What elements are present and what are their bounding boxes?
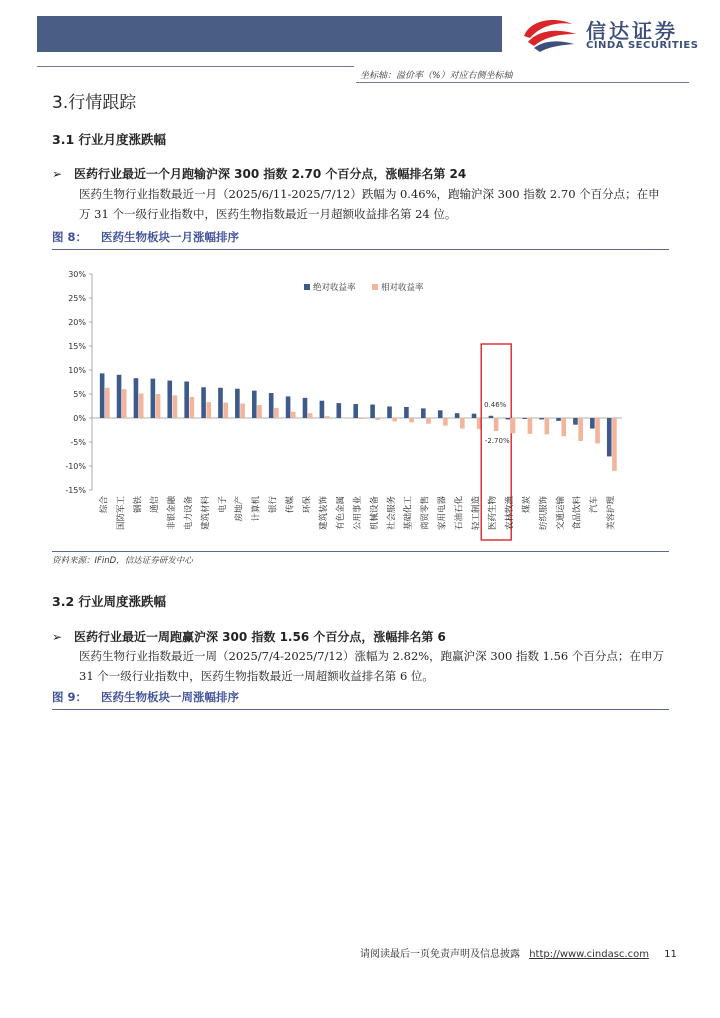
bar-absolute-return: [303, 398, 308, 418]
bar-absolute-return: [438, 410, 443, 418]
legend-label-absolute: 绝对收益率: [313, 283, 356, 293]
y-tick-label: 10%: [68, 366, 86, 375]
x-category-label: 家用电器: [437, 496, 448, 531]
bar-relative-return: [528, 418, 533, 434]
bar-absolute-return: [455, 413, 460, 418]
legend-swatch-absolute: [304, 284, 310, 290]
x-category-label: 基础化工: [403, 496, 414, 531]
bar-relative-return: [595, 418, 600, 443]
page-footer: [360, 945, 677, 960]
x-category-label: 传媒: [285, 496, 296, 514]
bar-relative-return: [105, 388, 110, 418]
bar-relative-return: [240, 404, 245, 418]
section-title: 3.行情跟踪: [52, 93, 137, 113]
bar-relative-return: [561, 418, 566, 436]
x-category-label: 纺织服饰: [538, 496, 549, 531]
x-category-label: 轻工制造: [471, 496, 482, 531]
axis-note: 坐标轴：溢价率（%）对应右侧坐标轴: [360, 71, 513, 81]
bar-relative-return: [257, 405, 262, 418]
bar-absolute-return: [387, 406, 392, 418]
figure-8-number: 图 8：: [52, 230, 88, 244]
bar-relative-return: [325, 416, 330, 418]
data-label-relative: -2.70%: [484, 436, 510, 445]
bar-relative-return: [291, 412, 296, 418]
bar-relative-return: [122, 389, 127, 418]
bar-relative-return: [612, 418, 617, 471]
bar-relative-return: [392, 418, 397, 421]
bar-relative-return: [190, 397, 195, 418]
bar-relative-return: [426, 418, 431, 424]
x-category-label: 煤炭: [522, 496, 533, 514]
bar-absolute-return: [404, 407, 409, 418]
bar-relative-return: [342, 418, 347, 419]
figure-9-number: 图 9：: [52, 690, 88, 704]
bullet-arrow-icon: ➢: [52, 167, 63, 181]
bar-relative-return: [409, 418, 414, 422]
bar-absolute-return: [167, 381, 172, 418]
bar-relative-return: [545, 418, 550, 434]
y-tick-label: -10%: [65, 462, 86, 471]
bar-absolute-return: [539, 418, 544, 419]
bar-relative-return: [494, 418, 499, 431]
cinda-logo-mark-icon: [520, 14, 580, 54]
figure-9-caption: [52, 689, 669, 710]
x-category-label: 交通运输: [555, 496, 566, 531]
monthly-subtitle: 3.1 行业月度涨跌幅: [52, 132, 166, 147]
bar-absolute-return: [421, 408, 426, 418]
bar-absolute-return: [353, 404, 358, 418]
bar-relative-return: [511, 418, 516, 433]
x-category-label: 社会服务: [386, 496, 397, 531]
page-number: 11: [664, 949, 677, 960]
bar-absolute-return: [370, 405, 375, 418]
bar-absolute-return: [252, 391, 257, 418]
bar-relative-return: [173, 395, 178, 418]
figure-9-title: 医药生物板块一周涨幅排序: [101, 690, 240, 704]
header-bar: [37, 16, 502, 52]
weekly-bullet-text: 医药行业最近一周跑赢沪深 300 指数 1.56 个百分点，涨幅排名第 6: [74, 630, 446, 644]
x-category-label: 机械设备: [369, 496, 380, 531]
monthly-paragraph: 医药生物行业指数最近一月（2025/6/11-2025/7/12）跌幅为 0.46%，跑输沪深 300 指数 2.70 个百分点；在申万 31 个一级行业指数中，医药生物指数最近一月超额收益排名第 24 位。: [79, 187, 660, 221]
x-category-label: 综合: [99, 496, 110, 514]
x-category-label: 国防军工: [116, 496, 127, 531]
bar-absolute-return: [100, 373, 105, 418]
y-tick-label: -5%: [70, 438, 86, 447]
bar-absolute-return: [607, 418, 612, 456]
bar-absolute-return: [286, 396, 291, 418]
x-category-label: 建筑材料: [200, 496, 211, 531]
legend-swatch-relative: [372, 284, 378, 290]
x-category-label: 有色金属: [336, 496, 347, 531]
bullet-arrow-icon: ➢: [52, 630, 63, 644]
bar-absolute-return: [151, 379, 156, 418]
monthly-chart: [52, 256, 669, 552]
bar-relative-return: [443, 418, 448, 426]
bar-relative-return: [376, 418, 381, 420]
bar-absolute-return: [573, 418, 578, 425]
bar-absolute-return: [489, 416, 494, 418]
x-category-label: 美容护理: [606, 496, 617, 531]
weekly-subtitle: 3.2 行业周度涨跌幅: [52, 594, 166, 609]
x-category-label: 环保: [302, 496, 313, 514]
x-category-label: 计算机: [251, 496, 262, 522]
bar-relative-return: [308, 413, 313, 418]
bar-absolute-return: [590, 418, 595, 429]
figure-8-caption: [52, 229, 669, 250]
bar-relative-return: [223, 403, 228, 418]
bar-absolute-return: [506, 418, 511, 419]
weekly-bullet: [52, 628, 446, 645]
x-category-label: 医药生物: [488, 496, 499, 531]
x-category-label: 食品饮料: [572, 496, 583, 531]
x-category-label: 通信: [150, 496, 161, 514]
x-category-label: 电子: [217, 496, 228, 514]
bar-absolute-return: [201, 387, 206, 418]
y-tick-label: 5%: [73, 390, 86, 399]
y-tick-label: -15%: [65, 486, 86, 495]
header-rule: [37, 66, 354, 67]
x-category-label: 农林牧渔: [505, 496, 516, 531]
bar-absolute-return: [522, 418, 527, 419]
y-tick-label: 30%: [68, 270, 86, 279]
source-rule: [52, 551, 669, 552]
bar-relative-return: [206, 402, 211, 418]
bar-relative-return: [460, 418, 465, 429]
legend-label-relative: 相对收益率: [381, 283, 424, 293]
bar-relative-return: [156, 394, 161, 418]
bar-absolute-return: [184, 382, 189, 418]
figure-source: 资料来源：IFinD，信达证券研发中心: [52, 556, 193, 566]
bar-absolute-return: [134, 378, 139, 418]
figure-8-title: 医药生物板块一月涨幅排序: [101, 230, 240, 244]
y-tick-label: 25%: [68, 294, 86, 303]
x-category-label: 公用事业: [353, 496, 363, 531]
x-category-label: 电力设备: [183, 496, 194, 531]
x-category-label: 房地产: [234, 496, 245, 522]
bar-absolute-return: [472, 414, 477, 418]
bar-absolute-return: [117, 375, 122, 418]
bar-relative-return: [578, 418, 583, 441]
bar-relative-return: [139, 394, 144, 418]
bar-absolute-return: [336, 403, 341, 418]
x-category-label: 汽车: [589, 496, 600, 514]
header-rule-right: [356, 82, 689, 83]
monthly-bullet-text: 医药行业最近一个月跑输沪深 300 指数 2.70 个百分点，涨幅排名第 24: [74, 167, 467, 181]
x-category-label: 非银金融: [167, 496, 178, 531]
bar-absolute-return: [218, 388, 223, 418]
bar-absolute-return: [320, 401, 325, 418]
x-category-label: 建筑装饰: [319, 496, 330, 531]
footer-disclaimer: 请阅读最后一页免责声明及信息披露: [360, 949, 520, 960]
logo-english-name: CINDA SECURITIES: [586, 40, 699, 51]
x-category-label: 钢铁: [133, 496, 144, 514]
data-label-absolute: 0.46%: [484, 400, 507, 409]
bar-absolute-return: [556, 418, 561, 421]
bar-relative-return: [359, 418, 364, 419]
y-tick-label: 15%: [68, 342, 86, 351]
monthly-bullet: [52, 165, 466, 182]
monthly-bar-chart: [52, 256, 669, 552]
x-category-label: 商贸零售: [420, 496, 431, 531]
cinda-logo: [520, 12, 699, 58]
x-category-label: 石油石化: [454, 496, 465, 531]
logo-chinese-name: 信达证券: [586, 19, 678, 43]
bar-absolute-return: [235, 389, 240, 418]
footer-link[interactable]: http://www.cindasc.com: [529, 949, 649, 960]
bar-relative-return: [274, 408, 279, 418]
x-category-label: 银行: [268, 496, 279, 514]
weekly-paragraph: 医药生物行业指数最近一周（2025/7/4-2025/7/12）涨幅为 2.82%，跑赢沪深 300 指数 1.56 个百分点；在申万 31 个一级行业指数中，医药生物指数最近一周超额收益排名第 6 位。: [79, 649, 664, 683]
bar-absolute-return: [269, 393, 274, 418]
y-tick-label: 20%: [68, 318, 86, 327]
y-tick-label: 0%: [73, 414, 86, 423]
